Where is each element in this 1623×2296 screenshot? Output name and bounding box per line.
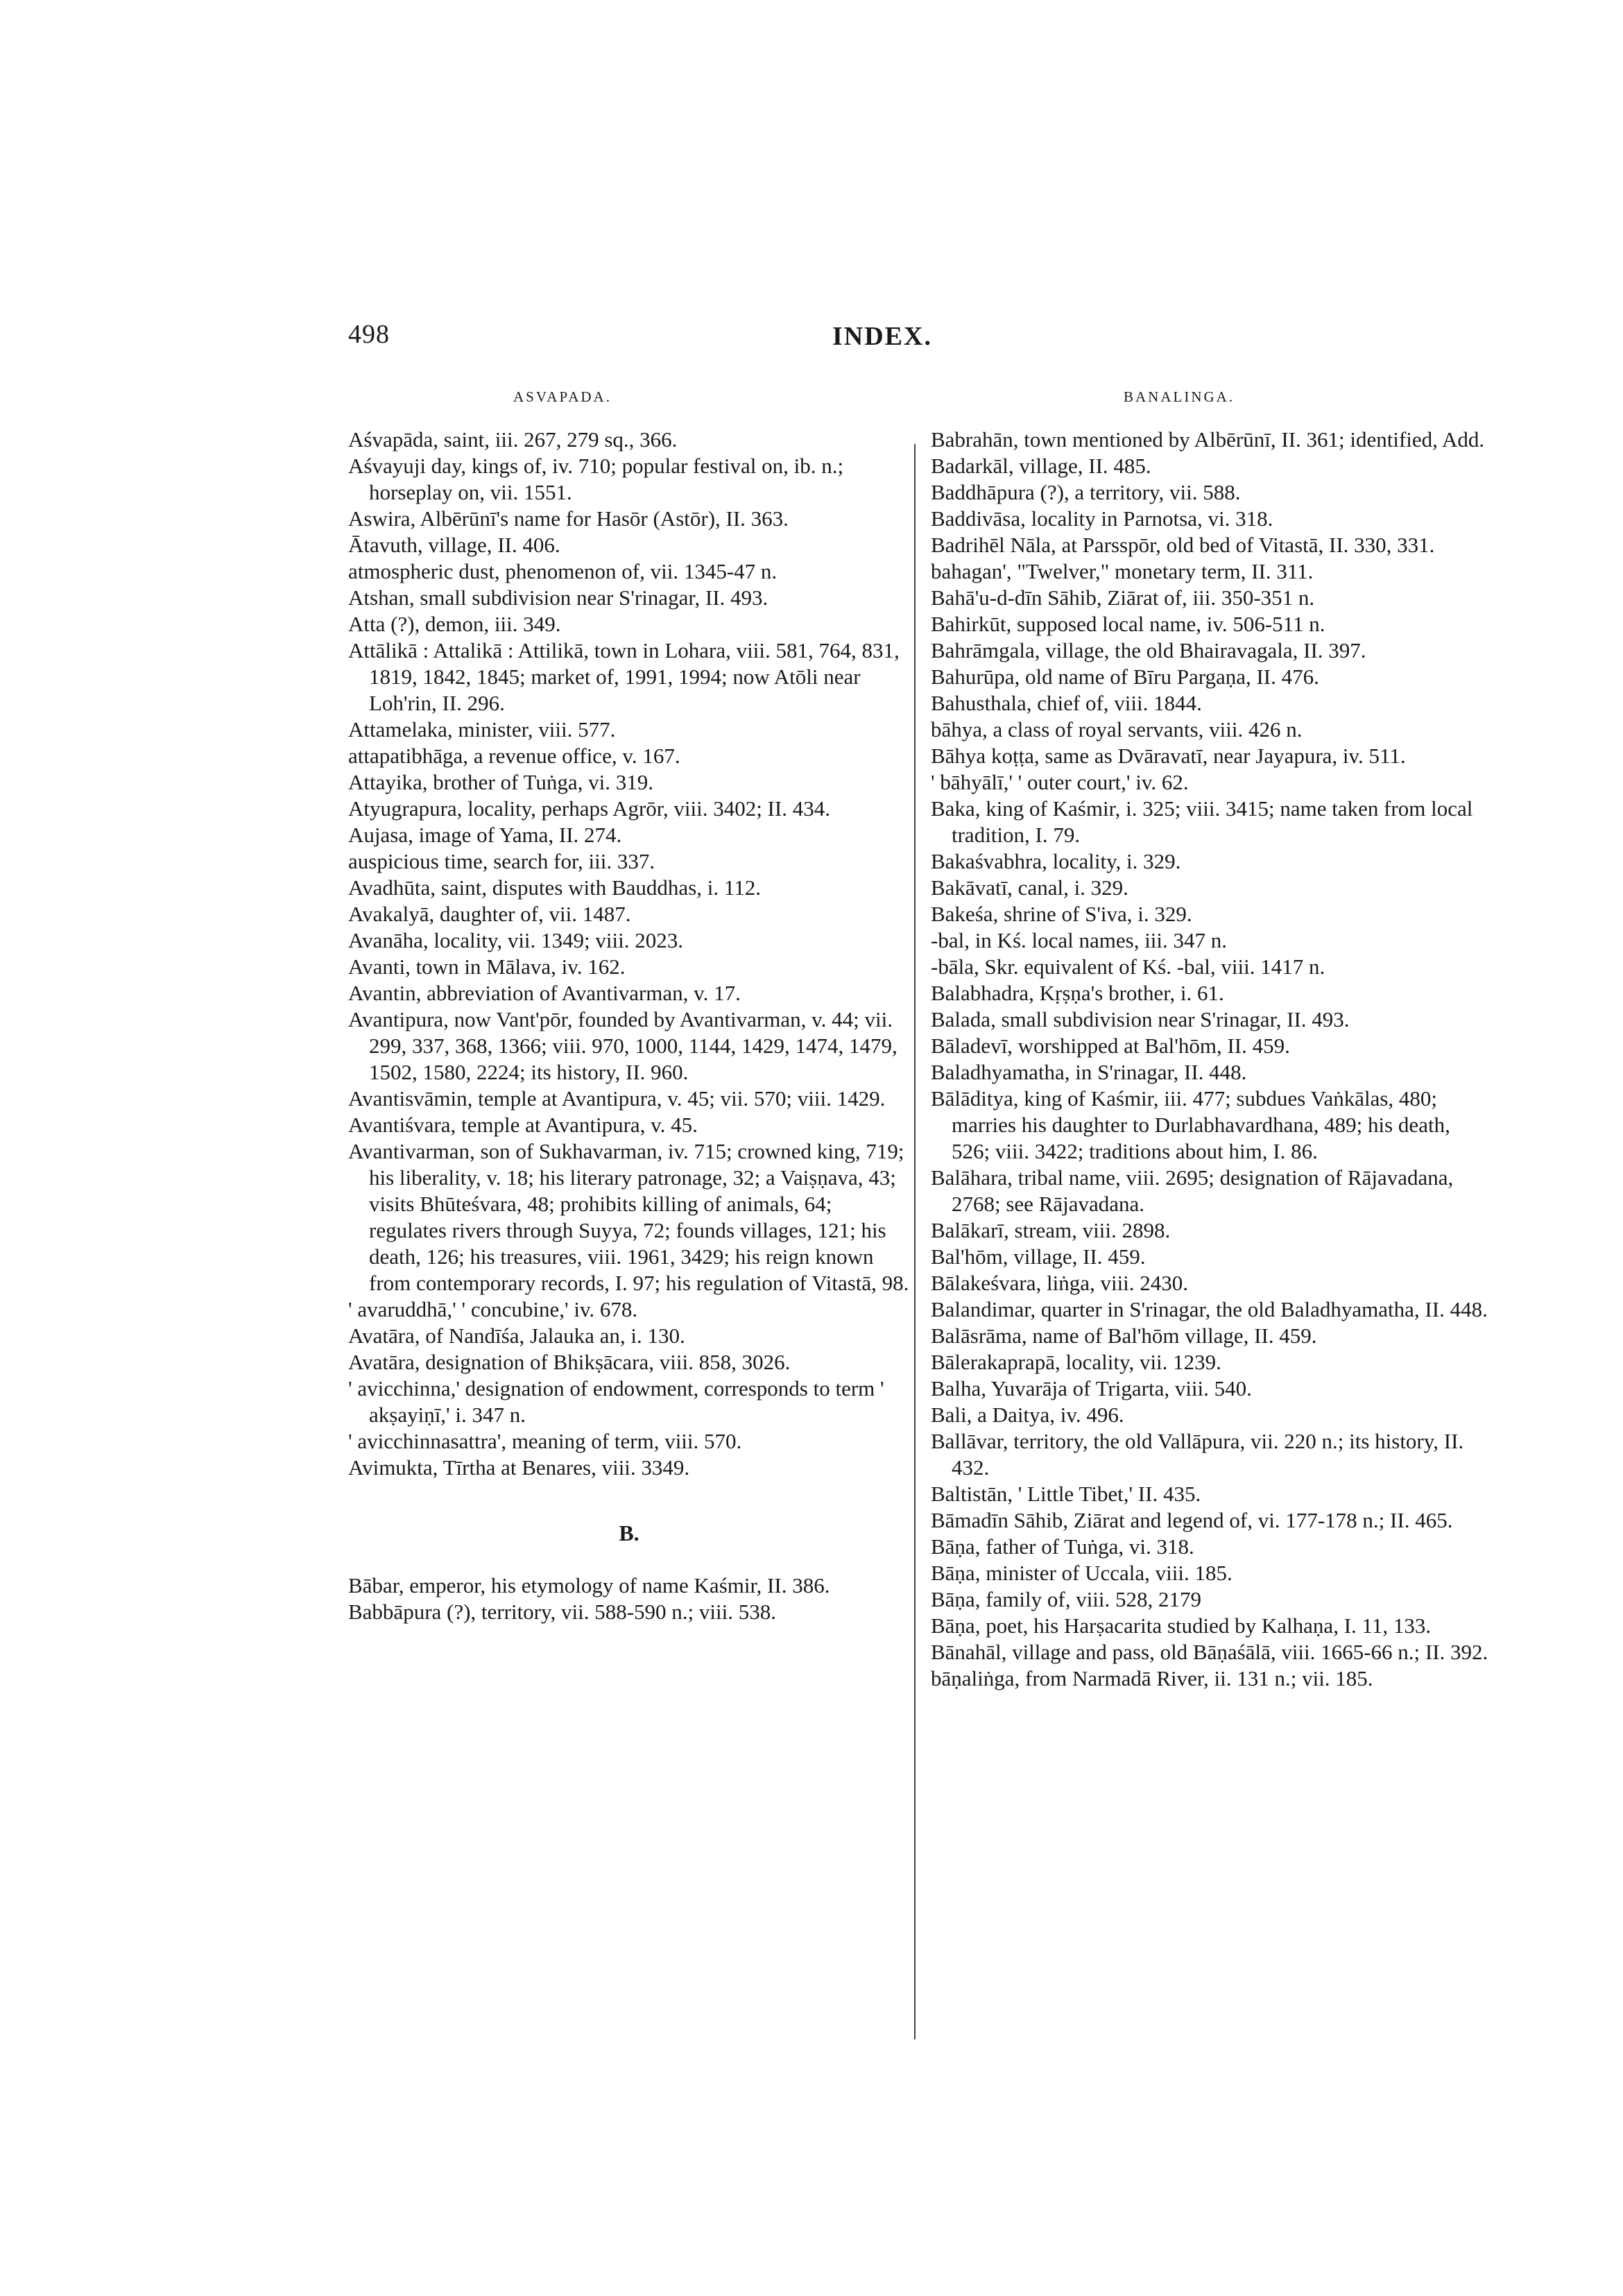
index-entry: Badarkāl, village, II. 485. <box>931 454 1151 478</box>
index-entry: Avimukta, Tīrtha at Benares, viii. 3349. <box>348 1455 690 1480</box>
index-entry: Avatāra, designation of Bhikṣācara, viii. 858, 3026. <box>348 1350 791 1374</box>
index-entry: Bakāvatī, canal, i. 329. <box>931 875 1128 900</box>
index-entry: Avanāha, locality, vii. 1349; viii. 2023. <box>348 928 683 952</box>
index-entry: Bakaśvabhra, locality, i. 329. <box>931 849 1181 873</box>
index-entry: Balada, small subdivision near S'rinagar, II. 493. <box>931 1007 1350 1031</box>
index-entry: Balandimar, quarter in S'rinagar, the old Baladhyamatha, II. 448. <box>931 1297 1488 1321</box>
index-entry: Bālāditya, king of Kaśmir, iii. 477; subdues Vaṅkālas, 480; marries his daughter to Durlabhavardhana, 489; his death, 526; viii. 3422; traditions about him, I. 86. <box>931 1086 1450 1163</box>
index-entry: Balāsrāma, name of Bal'hōm village, II. 459. <box>931 1323 1317 1348</box>
index-entry: ' avaruddhā,' ' concubine,' iv. 678. <box>348 1297 638 1321</box>
index-entry: Ātavuth, village, II. 406. <box>348 533 560 557</box>
index-entry: Bahirkūt, supposed local name, iv. 506-511 n. <box>931 612 1325 636</box>
index-entry: Avantin, abbreviation of Avantivarman, v. 17. <box>348 981 741 1005</box>
index-entry: Aujasa, image of Yama, II. 274. <box>348 823 622 847</box>
index-entry: Avatāra, of Nandīśa, Jalauka an, i. 130. <box>348 1323 685 1348</box>
right-column-heading: BANALINGA. <box>1124 388 1235 405</box>
index-entry: Atyugrapura, locality, perhaps Agrōr, viii. 3402; II. 434. <box>348 796 830 821</box>
index-entry: Bahusthala, chief of, viii. 1844. <box>931 691 1202 715</box>
index-entry: bāhya, a class of royal servants, viii. 426 n. <box>931 717 1303 742</box>
index-entry: Attamelaka, minister, viii. 577. <box>348 717 616 742</box>
index-entry: Badrihēl Nāla, at Parsspōr, old bed of Vitastā, II. 330, 331. <box>931 533 1435 557</box>
page-number: 498 <box>348 320 390 349</box>
index-entry: Attālikā : Attalikā : Attilikā, town in Lohara, viii. 581, 764, 831, 1819, 1842, 1845; market of, 1991, 1994; now Atōli near Loh'rin, II. 296. <box>348 638 900 715</box>
index-entry: Avanti, town in Mālava, iv. 162. <box>348 954 626 979</box>
index-entry: atmospheric dust, phenomenon of, vii. 1345-47 n. <box>348 559 778 583</box>
index-entry: Avantipura, now Vant'pōr, founded by Avantivarman, v. 44; vii. 299, 337, 368, 1366; viii. 970, 1000, 1144, 1429, 1474, 1479, 1502, 1580, 2224; its history, II. 960. <box>348 1007 898 1084</box>
index-entry: Bāṇa, family of, viii. 528, 2179 <box>931 1587 1202 1611</box>
index-entry: -bal, in Kś. local names, iii. 347 n. <box>931 928 1228 952</box>
index-entry: Bānahāl, village and pass, old Bāṇaśālā, viii. 1665-66 n.; II. 392. <box>931 1640 1488 1664</box>
left-column <box>348 427 910 1625</box>
index-entry: Baladhyamatha, in S'rinagar, II. 448. <box>931 1060 1247 1084</box>
column-divider <box>914 444 916 2039</box>
index-entry: Bālerakaprapā, locality, vii. 1239. <box>931 1350 1221 1374</box>
index-entry: attapatibhāga, a revenue office, v. 167. <box>348 744 680 768</box>
index-entry: Atta (?), demon, iii. 349. <box>348 612 561 636</box>
index-entry: Bābar, emperor, his etymology of name Kaśmir, II. 386. <box>348 1573 830 1597</box>
index-entry: Bāladevī, worshipped at Bal'hōm, II. 459. <box>931 1034 1290 1058</box>
index-entry: Bakeśa, shrine of S'iva, i. 329. <box>931 902 1192 926</box>
index-entry: Babbāpura (?), territory, vii. 588-590 n.; viii. 538. <box>348 1600 776 1624</box>
index-entry: Avakalyā, daughter of, vii. 1487. <box>348 902 631 926</box>
index-entry: auspicious time, search for, iii. 337. <box>348 849 655 873</box>
index-entry: Balākarī, stream, viii. 2898. <box>931 1218 1171 1242</box>
index-entry: Aśvayuji day, kings of, iv. 710; popular festival on, ib. n.; horseplay on, vii. 1551. <box>348 454 844 504</box>
index-entry: ' avicchinna,' designation of endowment, corresponds to term ' akṣayiṇī,' i. 347 n. <box>348 1376 884 1427</box>
index-entry: Bal'hōm, village, II. 459. <box>931 1244 1146 1269</box>
index-entry: Bāṇa, father of Tuṅga, vi. 318. <box>931 1534 1194 1559</box>
index-entry: Aswira, Albērūnī's name for Hasōr (Astōr), II. 363. <box>348 506 789 531</box>
index-entry: Bahurūpa, old name of Bīru Pargaṇa, II. 476. <box>931 665 1319 689</box>
index-entry: Baka, king of Kaśmir, i. 325; viii. 3415; name taken from local tradition, I. 79. <box>931 796 1473 847</box>
index-entry: -bāla, Skr. equivalent of Kś. -bal, viii. 1417 n. <box>931 954 1325 979</box>
left-column-heading: ASVAPADA. <box>513 388 612 405</box>
index-entry: Bālakeśvara, liṅga, viii. 2430. <box>931 1271 1189 1295</box>
index-entry: Bāṇa, minister of Uccala, viii. 185. <box>931 1561 1233 1585</box>
right-column <box>931 427 1489 1692</box>
index-entry: Attayika, brother of Tuṅga, vi. 319. <box>348 770 653 794</box>
index-entry: ' bāhyālī,' ' outer court,' iv. 62. <box>931 770 1189 794</box>
index-entry: Baddhāpura (?), a territory, vii. 588. <box>931 480 1241 504</box>
index-entry: Bāhya koṭṭa, same as Dvāravatī, near Jayapura, iv. 511. <box>931 744 1406 768</box>
index-entry: Baddivāsa, locality in Parnotsa, vi. 318. <box>931 506 1273 531</box>
index-entry: bāṇaliṅga, from Narmadā River, ii. 131 n.; vii. 185. <box>931 1666 1373 1690</box>
index-entry: Avantisvāmin, temple at Avantipura, v. 45; vii. 570; viii. 1429. <box>348 1086 886 1111</box>
index-entry: Avantiśvara, temple at Avantipura, v. 45. <box>348 1113 698 1137</box>
page-title: INDEX. <box>832 322 932 351</box>
index-entry: Avantivarman, son of Sukhavarman, iv. 715; crowned king, 719; his liberality, v. 18; his literary patronage, 32; a Vaiṣṇava, 43; visits Bhūteśvara, 48; prohibits killing of animals, 64; regulates rivers through Suyya, 72; founds villages, 121; his death, 126; his treasures, viii. 1961, 3429; his reign known from contemporary records, I. 97; his regulation of Vitastā, 98. <box>348 1139 909 1295</box>
index-entry: Avadhūta, saint, disputes with Bauddhas, i. 112. <box>348 875 761 900</box>
index-entry: Baltistān, ' Little Tibet,' II. 435. <box>931 1482 1201 1506</box>
index-entry: Bahā'u-d-dīn Sāhib, Ziārat of, iii. 350-351 n. <box>931 585 1315 610</box>
index-entry: Bāṇa, poet, his Harṣacarita studied by Kalhaṇa, I. 11, 133. <box>931 1613 1432 1638</box>
index-entry: Balabhadra, Kṛṣṇa's brother, i. 61. <box>931 981 1224 1005</box>
index-entry: Balāhara, tribal name, viii. 2695; designation of Rājavadana, 2768; see Rājavadana. <box>931 1165 1454 1216</box>
index-entry: Atshan, small subdivision near S'rinagar, II. 493. <box>348 585 768 610</box>
index-entry: Bāmadīn Sāhib, Ziārat and legend of, vi. 177-178 n.; II. 465. <box>931 1508 1453 1532</box>
index-entry: Bali, a Daitya, iv. 496. <box>931 1403 1124 1427</box>
index-entry: Balha, Yuvarāja of Trigarta, viii. 540. <box>931 1376 1252 1400</box>
index-entry: Bahrāmgala, village, the old Bhairavagala, II. 397. <box>931 638 1366 662</box>
index-entry: Aśvapāda, saint, iii. 267, 279 sq., 366. <box>348 427 678 452</box>
index-entry: Ballāvar, territory, the old Vallāpura, vii. 220 n.; its history, II. 432. <box>931 1429 1464 1480</box>
index-entry: ' avicchinnasattra', meaning of term, viii. 570. <box>348 1429 742 1453</box>
index-entry: Babrahān, town mentioned by Albērūnī, II. 361; identified, Add. <box>931 427 1485 452</box>
section-letter: B. <box>619 1520 639 1545</box>
index-entry: bahagan', "Twelver," monetary term, II. 311. <box>931 559 1314 583</box>
